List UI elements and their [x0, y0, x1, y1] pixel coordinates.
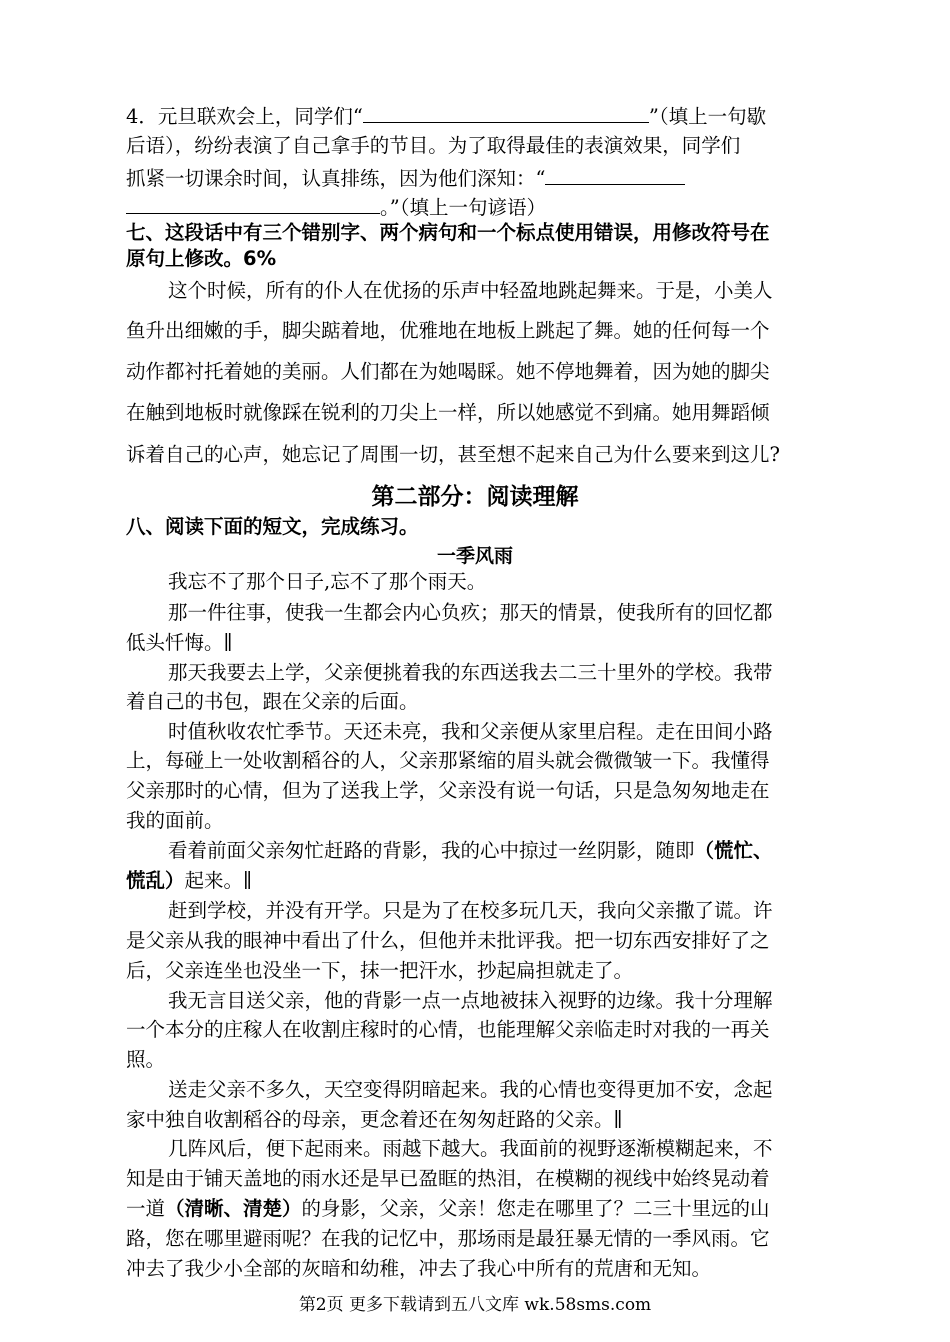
story-line: 父亲那时的心情，但为了送我上学，父亲没有说一句话，只是急匆匆地走在: [126, 779, 770, 802]
story-line: [168, 836, 846, 866]
story-line: 一个本分的庄稼人在收割庄稼时的心情，也能理解父亲临走时对我的一再关: [126, 1018, 770, 1041]
story-line: 低头忏悔。∥: [126, 631, 233, 654]
word-choice: （慌忙、: [694, 839, 773, 862]
q4-line-2: 后语），纷纷表演了自己拿手的节目。为了取得最佳的表演效果，同学们: [126, 134, 741, 157]
story-line: 赶到学校，并没有开学。只是为了在校多玩几天，我向父亲撒了谎。许: [168, 899, 773, 922]
q7-title: 原句上修改。6%: [126, 247, 277, 270]
story-line: 送走父亲不多久，天空变得阴暗起来。我的心情也变得更加不安，念起: [168, 1078, 773, 1101]
q4-text: ”（填上一句歇: [648, 105, 767, 128]
story-line: 路，您在哪里避雨呢？在我的记忆中，那场雨是最狂暴无情的一季风雨。它: [126, 1227, 770, 1250]
word-choice: （清晰、清楚）: [165, 1197, 302, 1220]
story-line: 后，父亲连坐也没坐一下，抹一把汗水，抄起扁担就走了。: [126, 959, 634, 982]
story-line: 家中独自收割稻谷的母亲，更念着还在匆匆赶路的父亲。∥: [126, 1108, 623, 1131]
q7-para-line: 在触到地板时就像踩在锐利的刀尖上一样，所以她感觉不到痛。她用舞蹈倾: [126, 401, 770, 424]
q7-para-line: 鱼升出细嫩的手，脚尖踮着地，优雅地在地板上跳起了舞。她的任何每一个: [126, 319, 770, 342]
q4-line-3: [126, 162, 846, 194]
story-title: 一季风雨: [436, 545, 513, 567]
story-text: 的身影，父亲，父亲！您走在哪里了？二三十里远的山: [301, 1197, 770, 1220]
story-line: 照。: [126, 1048, 166, 1071]
q7-title: 七、这段话中有三个错别字、两个病句和一个标点使用错误，用修改符号在: [126, 221, 770, 244]
story-line: 着自己的书包，跟在父亲的后面。: [126, 690, 419, 713]
story-line: 我忘不了那个日子,忘不了那个雨天。: [168, 570, 487, 593]
story-line: 上，每碰上一处收割稻谷的人，父亲那紧缩的眉头就会微微皱一下。我懂得: [126, 749, 770, 772]
q7-para-line: 动作都衬托着她的美丽。人们都在为她喝睬。她不停地舞着，因为她的脚尖: [126, 360, 770, 383]
story-line: 知是由于铺天盖地的雨水还是早已盈眶的热泪，在模糊的视线中始终晃动着: [126, 1167, 770, 1190]
story-text: 看着前面父亲匆忙赶路的背影，我的心中掠过一丝阴影，随即: [168, 839, 695, 862]
story-line: 是父亲从我的眼神中看出了什么，但他并未批评我。把一切东西安排好了之: [126, 929, 770, 952]
q4-blank-2-cont[interactable]: [126, 191, 380, 214]
q4-line-1: [126, 100, 846, 132]
q4-blank-1[interactable]: [363, 100, 649, 123]
q4-blank-2[interactable]: [545, 162, 685, 185]
page-footer: 第2页 更多下载请到五八文库 wk.58sms.com: [298, 1295, 652, 1315]
part-title: 第二部分：阅读理解: [371, 484, 579, 510]
story-line: [126, 1194, 846, 1224]
story-line: 时值秋收农忙季节。天还未亮，我和父亲便从家里启程。走在田间小路: [168, 720, 773, 743]
story-line: [126, 866, 846, 896]
word-choice: 慌乱）: [126, 869, 185, 892]
q4-text: 4．元旦联欢会上，同学们“: [126, 105, 363, 128]
story-line: 那天我要去上学，父亲便挑着我的东西送我去二三十里外的学校。我带: [168, 661, 773, 684]
story-text: 一道: [126, 1197, 166, 1220]
story-line: 我无言目送父亲，他的背影一点一点地被抹入视野的边缘。我十分理解: [168, 989, 773, 1012]
story-line: 我的面前。: [126, 809, 224, 832]
q7-para-line: 这个时候，所有的仆人在优扬的乐声中轻盈地跳起舞来。于是，小美人: [168, 279, 773, 302]
q8-title: 八、阅读下面的短文，完成练习。: [126, 515, 419, 538]
q7-para-line: 诉着自己的心声，她忘记了周围一切，甚至想不起来自己为什么要来到这儿?: [126, 443, 780, 466]
q4-text: 抓紧一切课余时间，认真排练，因为他们深知：“: [126, 167, 546, 190]
story-text: 起来。∥: [184, 869, 253, 892]
story-line: 冲去了我少小全部的灰暗和幼稚，冲去了我心中所有的荒唐和无知。: [126, 1257, 712, 1280]
q4-text: 。”（填上一句谚语）: [380, 196, 546, 219]
story-line: 几阵风后，便下起雨来。雨越下越大。我面前的视野逐渐模糊起来，不: [168, 1137, 773, 1160]
story-line: 那一件往事，使我一生都会内心负疚；那天的情景，使我所有的回忆都: [168, 601, 773, 624]
